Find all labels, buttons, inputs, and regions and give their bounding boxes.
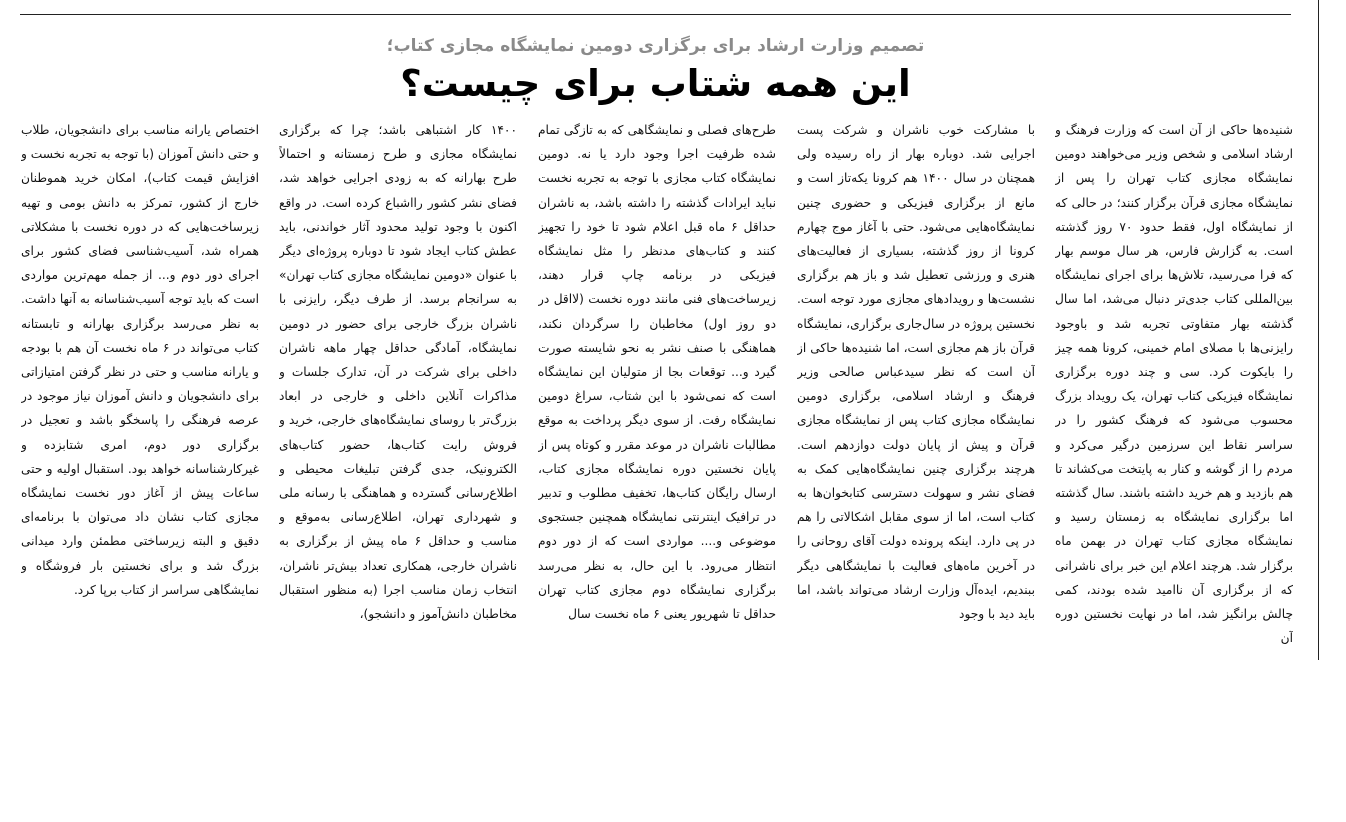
article-column-4: ۱۴۰۰ کار اشتباهی باشد؛ چرا که برگزاری نمایشگاه مجازی و طرح زمستانه و احتمالاً طرح بهارانه که به زودی اجرایی خواهد شد، فضای نشر کشور رااشباع کرده است. در واقع اکنون با وجود تولید محدود آثار خواندنی، باید عطش کتاب ایجاد شود تا دوباره پروژه‌ای دیگر با عنوان «دومین نمایشگاه مجازی کتاب تهران» به سرانجام برسد. از طرف دیگر، رایزنی با ناشران بزرگ خارجی برای حضور در دومین نمایشگاه، آمادگی حداقل چهار ماهه ناشران داخلی برای شرکت در آن، تدارک جلسات و مذاکرات آنلاین داخلی و خارجی در ابعاد بزرگ‌تر با روسای نمایشگاه‌های خارجی، خرید و فروش رایت کتاب‌ها، حضور کتاب‌های الکترونیک، جدی گرفتن تبلیغات محیطی و اطلاع‌رسانی گسترده و هماهنگی با رسانه ملی و شهرداری تهران، اطلاع‌رسانی به‌موقع و مناسب و حداقل ۶ ماه پیش از برگزاری به ناشران خارجی، همکاری تعداد بیش‌تر ناشران، انتخاب زمان مناسب اجرا (به منظور استقبال مخاطبان دانش‌آموز و دانشجو)، <box>279 123 517 622</box>
column-rule <box>1318 0 1319 660</box>
article-column-3: طرح‌های فصلی و نمایشگاهی که به تازگی تمام شده ظرفیت اجرا وجود دارد یا نه. دومین نمایشگاه کتاب مجازی با توجه به تجربه نخست نباید ایرادات گذشته را داشته باشد، به ناشران حداقل ۶ ماه قبل اعلام شود تا خود را تجهیز کنند و کتاب‌های مدنظر را مثل نمایشگاه فیزیکی در برنامه چاپ قرار دهند، زیرساخت‌های فنی مانند دوره نخست (لااقل در دو روز اول) مخاطبان را سرگردان نکند، هماهنگی با صنف نشر به نحو شایسته صورت گیرد و... توقعات بجا از متولیان این نمایشگاه است که نمی‌شود با این شتاب، سراغ دومین نمایشگاه رفت. از سوی دیگر پرداخت به موقع مطالبات ناشران در موعد مقرر و کوتاه پس از پایان نخستین دوره نمایشگاه مجازی کتاب، ارسال رایگان کتاب‌ها، تخفیف مطلوب و تدبیر در ترافیک اینترنتی نمایشگاه همچنین جستجوی موضوعی و.... مواردی است که از دور دوم انتظار می‌رود. با این حال، به نظر می‌رسد برگزاری نمایشگاه دوم مجازی کتاب تهران حداقل تا شهریور یعنی ۶ ماه نخست سال <box>538 123 776 622</box>
top-rule <box>20 14 1291 15</box>
article-kicker: تصمیم وزارت ارشاد برای برگزاری دومین نمایشگاه مجازی کتاب؛ <box>386 36 925 56</box>
article-column-2: با مشارکت خوب ناشران و شرکت پست اجرایی شد. دوباره بهار از راه رسیده ولی همچنان در سال ۱۴۰۰ هم کرونا یکه‌تاز است و مانع از برگزاری فیزیکی و حضوری چنین نمایشگاه‌هایی می‌شود. حتی با آغاز موج چهارم کرونا از روز گذشته، بسیاری از فعالیت‌های هنری و ورزشی تعطیل شد و باز هم برگزاری نشست‌ها و رویدادهای مجازی مورد توجه است. نخستین پروژه در سال‌جاری برگزاری، نمایشگاه قرآن باز هم مجازی است، اما شنیده‌ها حاکی از آن است که نظر سیدعباس صالحی وزیر فرهنگ و ارشاد اسلامی، برگزاری دومین نمایشگاه مجازی کتاب پس از نمایشگاه مجازی قرآن و پیش از پایان دولت دوازدهم است. هرچند برگزاری چنین نمایشگاه‌هایی کمک به فضای نشر و سهولت دسترسی کتابخوان‌ها به کتاب است، اما از سوی مقابل اشکالاتی را هم در پی دارد. اینکه پرونده دولت آقای روحانی را در آخرین ماه‌های فعالیت با نمایشگاهی دیگر ببندیم، ایده‌آل وزارت ارشاد می‌تواند باشد، اما باید دید با وجود <box>797 123 1035 622</box>
article-headline: این همه شتاب برای چیست؟ <box>400 62 911 105</box>
article-column-5: اختصاص یارانه مناسب برای دانشجویان، طلاب و حتی دانش آموزان (با توجه به تجربه نخست و افزایش قیمت کتاب)، امکان خرید هموطنان خارج از کشور، تمرکز به دانش بومی و تهیه زیرساخت‌هایی که در دوره نخست با مشکلاتی همراه شد، آسیب‌شناسی فضای کشور برای اجرای دور دوم و... از جمله مهم‌ترین مواردی است که باید توجه آسیب‌شناسانه به آنها داشت. به نظر می‌رسد برگزاری بهارانه و تابستانه کتاب می‌تواند در ۶ ماه نخست آن هم با بودجه و یارانه مناسب و حتی در نظر گرفتن امتیازاتی برای دانشجویان و دانش آموزان نیاز موجود در عرصه فرهنگی را پاسخگو باشد و تعجیل در برگزاری دور دوم، امری شتابزده و غیرکارشناسانه خواهد بود. استقبال اولیه و حتی ساعات پیش از آغاز دور نخست نمایشگاه مجازی کتاب نشان داد می‌توان با برنامه‌ای دقیق و البته زیرساختی مطمئن وارد میدانی بزرگ شد و برای نخستین بار فروشگاه و نمایشگاهی سراسر از کتاب برپا کرد. <box>21 123 259 597</box>
article-column-1: شنیده‌ها حاکی از آن است که وزارت فرهنگ و ارشاد اسلامی و شخص وزیر می‌خواهند دومین نمایشگاه مجازی کتاب تهران را پس از نمایشگاه مجازی قرآن برگزار کنند؛ در حالی که از نمایشگاه اول، فقط حدود ۷۰ روز گذشته است. به گزارش فارس، هر سال موسم بهار که فرا می‌رسید، تلاش‌ها برای اجرای نمایشگاه بین‌المللی کتاب جدی‌تر دنبال می‌شد، اما سال گذشته بهار متفاوتی تجربه شد و باوجود رایزنی‌ها با مصلای امام خمینی، کرونا همه چیز را بایکوت کرد. سی و چند دوره برگزاری نمایشگاه فیزیکی کتاب تهران، یک رویداد بزرگ محسوب می‌شود که فرهنگ کشور را در سراسر نقاط این سرزمین درگیر می‌کرد و مردم را از گوشه و کنار به پایتخت می‌کشاند تا هم بازدید و هم خرید داشته باشند. سال گذشته اما برگزاری نمایشگاه به زمستان رسید و نمایشگاه مجازی کتاب تهران در بهمن ماه برگزار شد. هرچند اعلام این خبر برای ناشرانی که از برگزاری آن ناامید شده بودند، کمی چالش برانگیز شد، اما در نهایت نخستین دوره آن <box>1055 123 1293 646</box>
